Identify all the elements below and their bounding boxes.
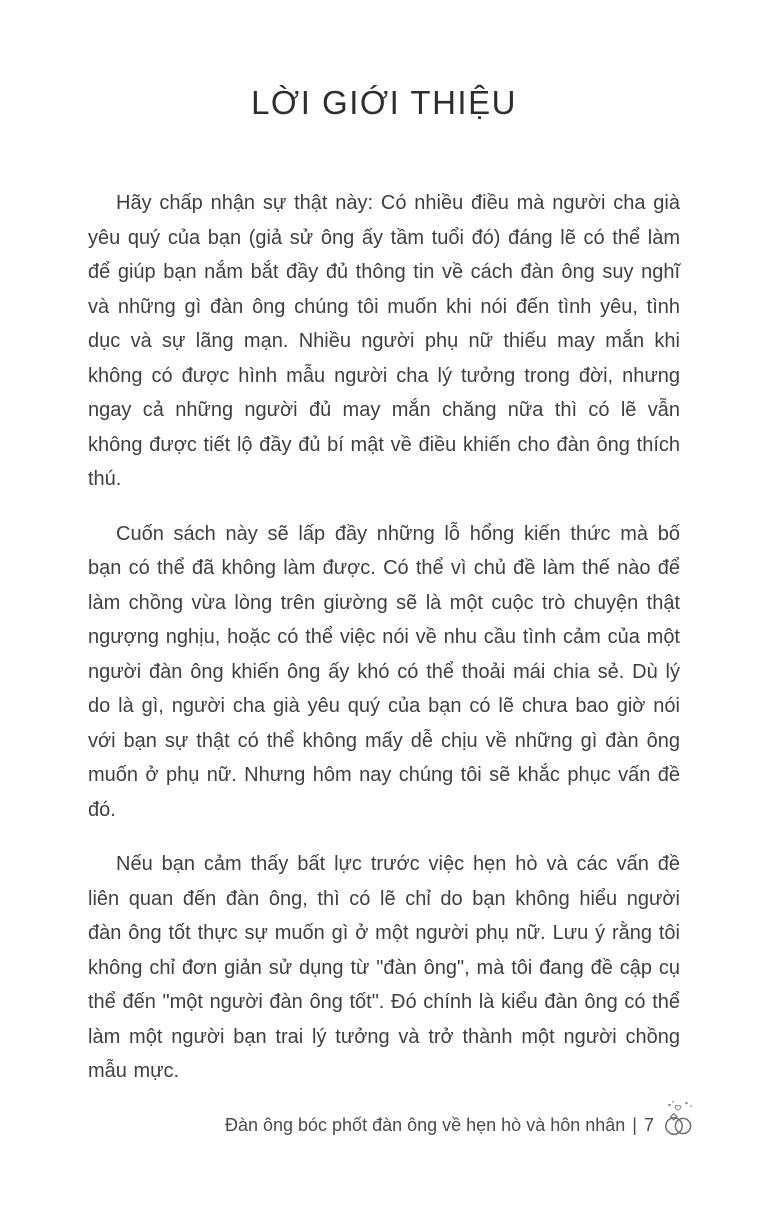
- paragraph: Nếu bạn cảm thấy bất lực trước việc hẹn hò và các vấn đề liên quan đến đàn ông, thì có lẽ chỉ do bạn không hiểu người đàn ông tốt thực sự muốn gì ở một người phụ nữ. Lưu ý rằng tôi không chỉ đơn giản sử dụng từ "đàn ông", mà tôi đang đề cập cụ thể đến "một người đàn ông tốt". Đó chính là kiểu đàn ông có thể làm một người bạn trai lý tưởng và trở thành một người chồng mẫu mực.: [88, 853, 680, 1082]
- body-text: [88, 186, 680, 1089]
- page-title: LỜI GIỚI THIỆU: [251, 84, 517, 121]
- footer-separator: |: [632, 1115, 637, 1135]
- page-footer: [225, 1100, 696, 1138]
- wedding-rings-icon: [660, 1100, 696, 1138]
- running-title: Đàn ông bóc phốt đàn ông về hẹn hò và hôn nhân: [224, 1115, 626, 1135]
- footer-text-group: [225, 1115, 654, 1138]
- paragraph: Hãy chấp nhận sự thật này: Có nhiều điều mà người cha già yêu quý của bạn (giả sử ông ấy tầm tuổi đó) đáng lẽ có thể làm để giúp bạn nắm bắt đầy đủ thông tin về cách đàn ông suy nghĩ và những gì đàn ông chúng tôi muốn khi nói đến tình yêu, tình dục và sự lãng mạn. Nhiều người phụ nữ thiếu may mắn khi không có được hình mẫu người cha lý tưởng trong đời, nhưng ngay cả những người đủ may mắn chăng nữa thì có lẽ vẫn không được tiết lộ đầy đủ bí mật về điều khiến cho đàn ông thích thú.: [88, 192, 680, 490]
- page-number: 7: [643, 1115, 654, 1135]
- paragraph: Cuốn sách này sẽ lấp đầy những lỗ hổng kiến thức mà bố bạn có thể đã không làm được. Có thể vì chủ đề làm thế nào để làm chồng vừa lòng trên giường sẽ là một cuộc trò chuyện thật ngượng nghịu, hoặc có thể việc nói về nhu cầu tình cảm của một người đàn ông khiến ông ấy khó có thể thoải mái chia sẻ. Dù lý do là gì, người cha già yêu quý của bạn có lẽ chưa bao giờ nói với bạn sự thật có thể không mấy dễ chịu về những gì đàn ông muốn ở phụ nữ. Nhưng hôm nay chúng tôi sẽ khắc phục vấn đề đó.: [88, 522, 680, 821]
